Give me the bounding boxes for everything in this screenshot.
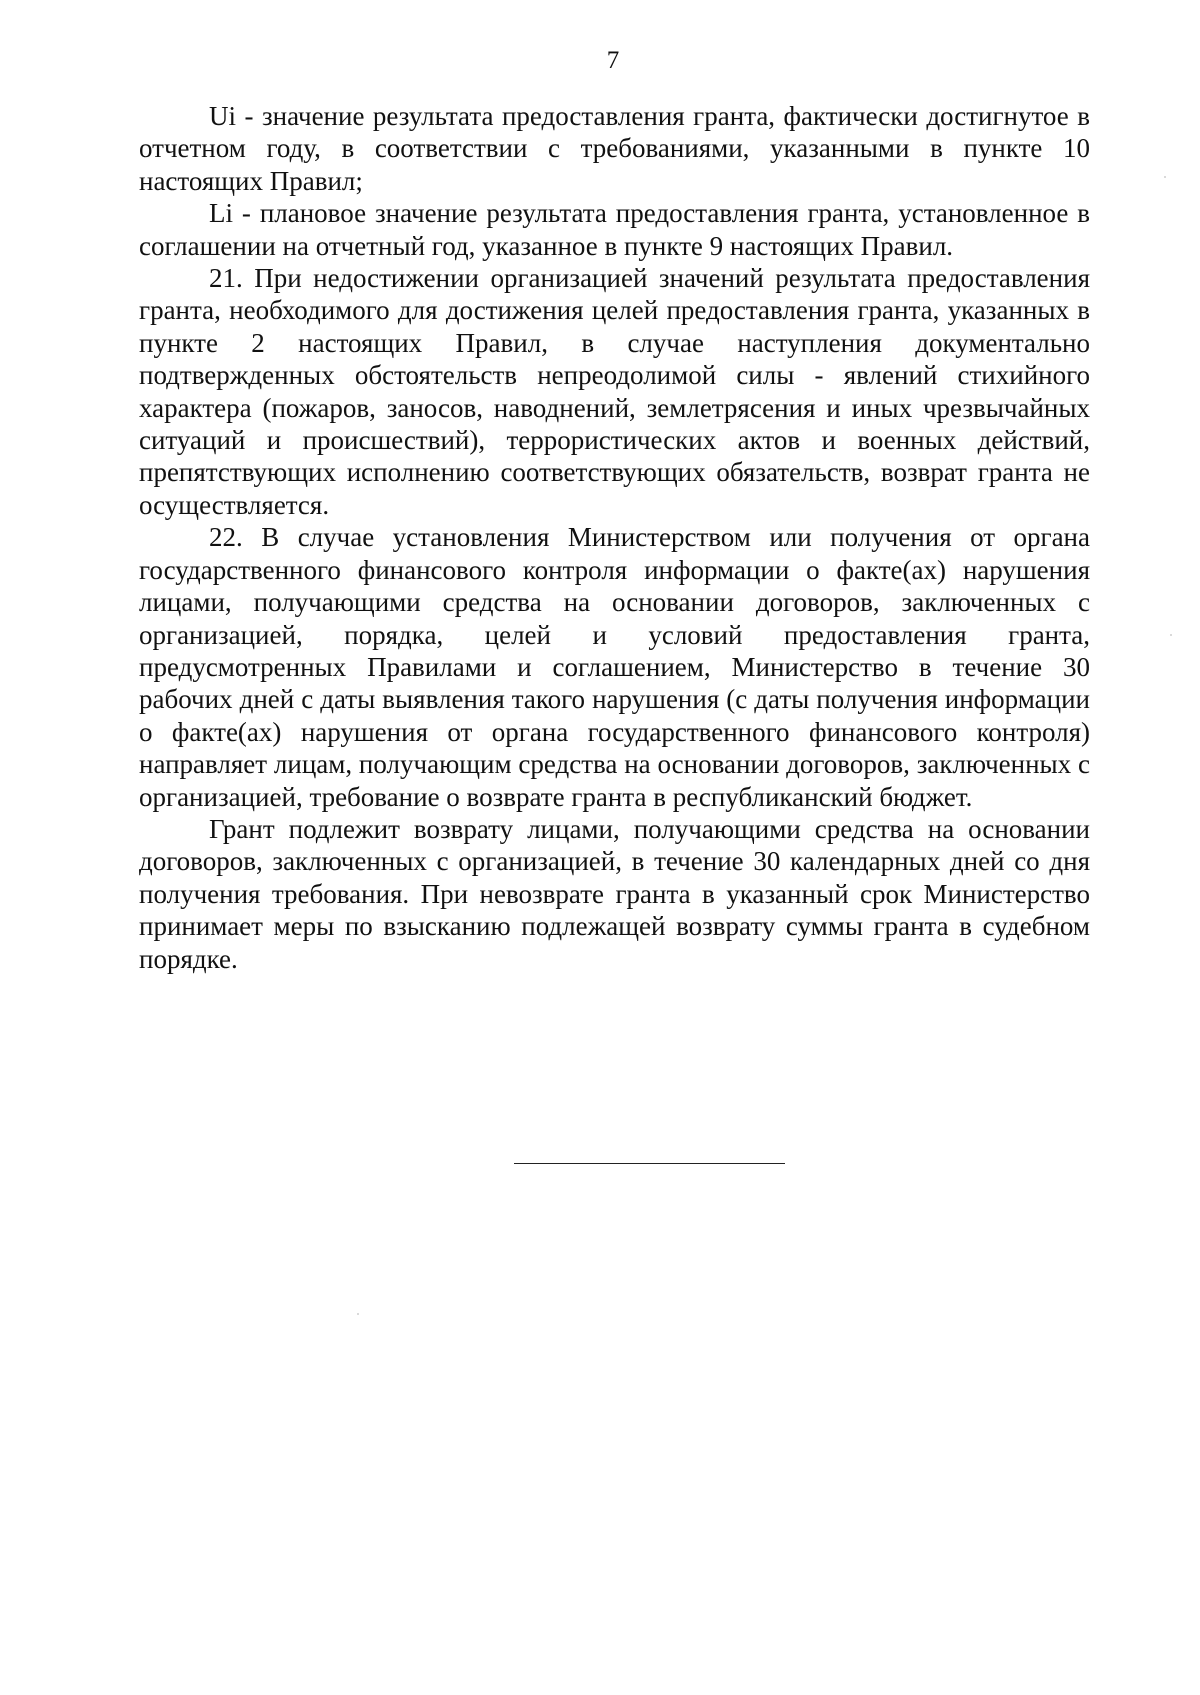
paragraph-clause-22: 22. В случае установления Министерством или получения от органа государственного финансового контроля информации о факте(ах) нарушения лицами, получающими средства на основании договоров, заключенных с организацией, порядка, целей и условий предоставления гранта, предусмотренных Правилами и соглашением, Министерство в течение 30 рабочих дней с даты выявления такого нарушения (с даты получения информации о факте(ах) нарушения от органа государственного финансового контроля) направляет лицам, получающим средства на основании договоров, заключенных с организацией, требование о возврате гранта в республиканский бюджет. xyxy=(139,522,1090,812)
paragraph-ui-definition: Ui - значение результата предоставления гранта, фактически достигнутое в отчетном году, в соответствии с требованиями, указанными в пункте 10 настоящих Правил; xyxy=(139,101,1090,196)
scan-speck xyxy=(1164,176,1166,178)
scan-speck xyxy=(357,1313,359,1315)
document-body xyxy=(139,100,1090,975)
end-of-text-rule xyxy=(514,1163,785,1164)
scan-speck xyxy=(1170,634,1172,636)
paragraph-li-definition: Li - плановое значение результата предоставления гранта, установленное в соглашении на отчетный год, указанное в пункте 9 настоящих Правил. xyxy=(139,198,1090,261)
page-number: 7 xyxy=(606,47,620,74)
paragraph-clause-21: 21. При недостижении организацией значений результата предоставления гранта, необходимого для достижения целей предоставления гранта, указанных в пункте 2 настоящих Правил, в случае наступления документально подтвержденных обстоятельств непреодолимой силы - явлений стихийного характера (пожаров, заносов, наводнений, землетрясения и иных чрезвычайных ситуаций и происшествий), террористических актов и военных действий, препятствующих исполнению соответствующих обязательств, возврат гранта не осуществляется. xyxy=(139,263,1090,520)
paragraph-grant-return: Грант подлежит возврату лицами, получающими средства на основании договоров, заключенных с организацией, в течение 30 календарных дней со дня получения требования. При невозврате гранта в указанный срок Министерство принимает меры по взысканию подлежащей возврату суммы гранта в судебном порядке. xyxy=(139,813,1090,974)
